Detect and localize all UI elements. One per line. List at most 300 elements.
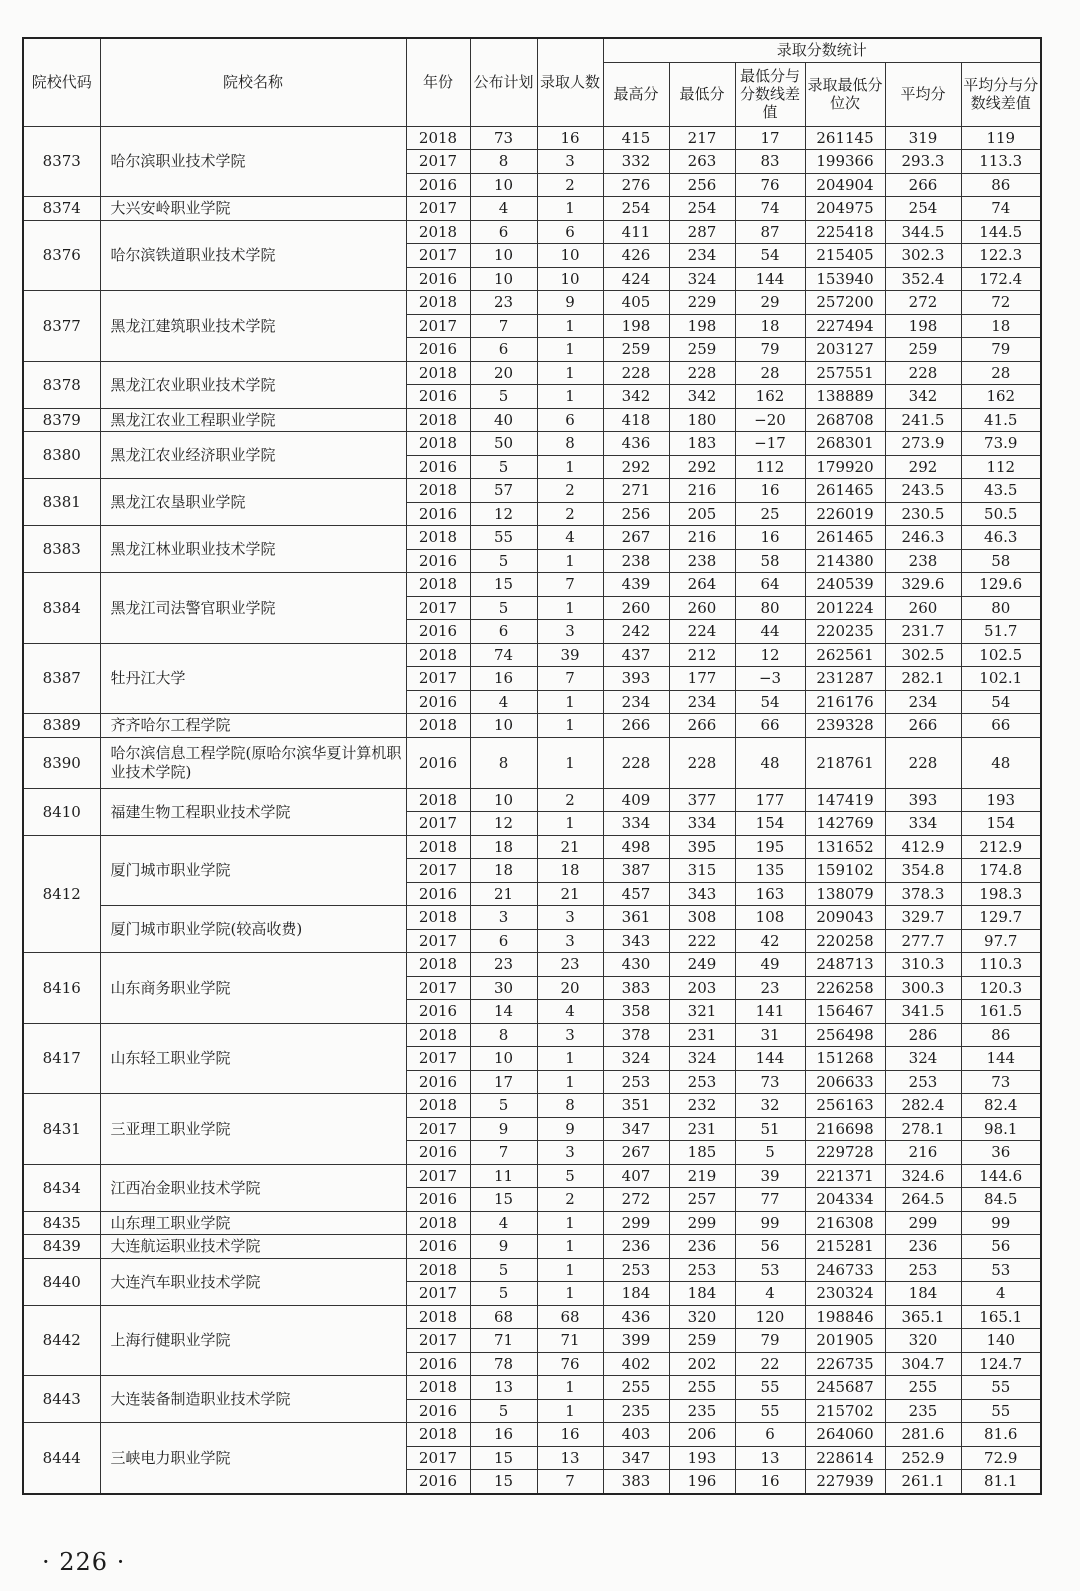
- admitted-cell: 1: [537, 596, 603, 620]
- min-diff-cell: 79: [735, 338, 805, 362]
- avg-score-cell: 255: [885, 1376, 961, 1400]
- avg-score-cell: 282.4: [885, 1094, 961, 1118]
- header-score-group: 录取分数统计: [603, 38, 1041, 62]
- admitted-cell: 1: [537, 314, 603, 338]
- min-rank-cell: 221371: [805, 1164, 885, 1188]
- min-rank-cell: 268301: [805, 432, 885, 456]
- min-rank-cell: 227494: [805, 314, 885, 338]
- avg-diff-cell: 81.6: [961, 1423, 1041, 1447]
- min-rank-cell: 257200: [805, 291, 885, 315]
- max-score-cell: 236: [603, 1235, 669, 1259]
- min-diff-cell: 99: [735, 1211, 805, 1235]
- min-score-cell: 234: [669, 244, 735, 268]
- max-score-cell: 402: [603, 1352, 669, 1376]
- max-score-cell: 418: [603, 408, 669, 432]
- year-cell: 2016: [406, 1235, 470, 1259]
- avg-diff-cell: 84.5: [961, 1188, 1041, 1212]
- min-rank-cell: 256163: [805, 1094, 885, 1118]
- min-rank-cell: 215281: [805, 1235, 885, 1259]
- school-code: 8442: [23, 1305, 100, 1376]
- avg-diff-cell: 81.1: [961, 1470, 1041, 1494]
- year-cell: 2016: [406, 502, 470, 526]
- plan-cell: 5: [470, 596, 537, 620]
- school-code: 8377: [23, 291, 100, 362]
- min-diff-cell: 13: [735, 1446, 805, 1470]
- min-score-cell: 238: [669, 549, 735, 573]
- min-diff-cell: 54: [735, 244, 805, 268]
- admitted-cell: 10: [537, 244, 603, 268]
- year-cell: 2016: [406, 267, 470, 291]
- min-score-cell: 315: [669, 859, 735, 883]
- min-diff-cell: 28: [735, 361, 805, 385]
- admitted-cell: 9: [537, 291, 603, 315]
- avg-score-cell: 252.9: [885, 1446, 961, 1470]
- plan-cell: 30: [470, 976, 537, 1000]
- min-score-cell: 202: [669, 1352, 735, 1376]
- plan-cell: 5: [470, 1399, 537, 1423]
- max-score-cell: 498: [603, 835, 669, 859]
- min-diff-cell: 5: [735, 1141, 805, 1165]
- avg-diff-cell: 72.9: [961, 1446, 1041, 1470]
- max-score-cell: 184: [603, 1282, 669, 1306]
- max-score-cell: 334: [603, 812, 669, 836]
- header-avg: 平均分: [885, 62, 961, 126]
- plan-cell: 8: [470, 1023, 537, 1047]
- avg-diff-cell: 144.5: [961, 220, 1041, 244]
- min-diff-cell: 195: [735, 835, 805, 859]
- avg-score-cell: 304.7: [885, 1352, 961, 1376]
- admitted-cell: 1: [537, 1376, 603, 1400]
- max-score-cell: 383: [603, 1470, 669, 1494]
- min-rank-cell: 198846: [805, 1305, 885, 1329]
- avg-score-cell: 278.1: [885, 1117, 961, 1141]
- plan-cell: 10: [470, 173, 537, 197]
- min-rank-cell: 226735: [805, 1352, 885, 1376]
- min-rank-cell: 138079: [805, 882, 885, 906]
- avg-diff-cell: 112: [961, 455, 1041, 479]
- min-diff-cell: 120: [735, 1305, 805, 1329]
- year-cell: 2016: [406, 620, 470, 644]
- min-score-cell: 219: [669, 1164, 735, 1188]
- admitted-cell: 2: [537, 1188, 603, 1212]
- year-cell: 2018: [406, 1094, 470, 1118]
- plan-cell: 11: [470, 1164, 537, 1188]
- plan-cell: 15: [470, 1470, 537, 1494]
- avg-score-cell: 253: [885, 1070, 961, 1094]
- plan-cell: 3: [470, 906, 537, 930]
- min-rank-cell: 204904: [805, 173, 885, 197]
- school-name: 三亚理工职业学院: [100, 1094, 406, 1165]
- admitted-cell: 2: [537, 502, 603, 526]
- avg-diff-cell: 50.5: [961, 502, 1041, 526]
- admitted-cell: 71: [537, 1329, 603, 1353]
- table-row: [23, 1235, 1041, 1259]
- max-score-cell: 387: [603, 859, 669, 883]
- admitted-cell: 1: [537, 1047, 603, 1071]
- min-score-cell: 292: [669, 455, 735, 479]
- school-code: 8440: [23, 1258, 100, 1305]
- min-rank-cell: 206633: [805, 1070, 885, 1094]
- avg-score-cell: 352.4: [885, 267, 961, 291]
- min-score-cell: 185: [669, 1141, 735, 1165]
- min-score-cell: 196: [669, 1470, 735, 1494]
- year-cell: 2018: [406, 643, 470, 667]
- min-diff-cell: 141: [735, 1000, 805, 1024]
- avg-diff-cell: 212.9: [961, 835, 1041, 859]
- year-cell: 2017: [406, 1164, 470, 1188]
- min-rank-cell: 257551: [805, 361, 885, 385]
- plan-cell: 12: [470, 812, 537, 836]
- school-name: 黑龙江司法警官职业学院: [100, 573, 406, 644]
- year-cell: 2018: [406, 432, 470, 456]
- year-cell: 2016: [406, 1352, 470, 1376]
- avg-score-cell: 228: [885, 361, 961, 385]
- min-diff-cell: 74: [735, 197, 805, 221]
- admitted-cell: 7: [537, 573, 603, 597]
- min-rank-cell: 227939: [805, 1470, 885, 1494]
- min-rank-cell: 231287: [805, 667, 885, 691]
- max-score-cell: 426: [603, 244, 669, 268]
- table-row: [23, 291, 1041, 315]
- avg-score-cell: 246.3: [885, 526, 961, 550]
- min-diff-cell: 25: [735, 502, 805, 526]
- min-score-cell: 193: [669, 1446, 735, 1470]
- school-name: 上海行健职业学院: [100, 1305, 406, 1376]
- header-admitted: 录取人数: [537, 38, 603, 126]
- table-row: [23, 953, 1041, 977]
- avg-diff-cell: 98.1: [961, 1117, 1041, 1141]
- school-name: 哈尔滨职业技术学院: [100, 126, 406, 197]
- year-cell: 2017: [406, 976, 470, 1000]
- admitted-cell: 9: [537, 1117, 603, 1141]
- min-score-cell: 177: [669, 667, 735, 691]
- max-score-cell: 235: [603, 1399, 669, 1423]
- school-code: 8378: [23, 361, 100, 408]
- plan-cell: 15: [470, 1188, 537, 1212]
- min-rank-cell: 225418: [805, 220, 885, 244]
- avg-score-cell: 342: [885, 385, 961, 409]
- year-cell: 2016: [406, 1188, 470, 1212]
- avg-score-cell: 341.5: [885, 1000, 961, 1024]
- avg-diff-cell: 41.5: [961, 408, 1041, 432]
- min-diff-cell: 154: [735, 812, 805, 836]
- avg-score-cell: 320: [885, 1329, 961, 1353]
- min-diff-cell: 54: [735, 690, 805, 714]
- admitted-cell: 7: [537, 667, 603, 691]
- school-name: 牡丹江大学: [100, 643, 406, 714]
- min-score-cell: 334: [669, 812, 735, 836]
- min-score-cell: 224: [669, 620, 735, 644]
- avg-score-cell: 238: [885, 549, 961, 573]
- avg-diff-cell: 79: [961, 338, 1041, 362]
- min-score-cell: 198: [669, 314, 735, 338]
- school-name: 山东商务职业学院: [100, 953, 406, 1024]
- min-diff-cell: 80: [735, 596, 805, 620]
- avg-diff-cell: 124.7: [961, 1352, 1041, 1376]
- school-code: 8390: [23, 737, 100, 788]
- year-cell: 2018: [406, 573, 470, 597]
- table-row: [23, 906, 1041, 930]
- avg-diff-cell: 73.9: [961, 432, 1041, 456]
- school-name: 大兴安岭职业学院: [100, 197, 406, 221]
- admitted-cell: 1: [537, 812, 603, 836]
- max-score-cell: 242: [603, 620, 669, 644]
- max-score-cell: 439: [603, 573, 669, 597]
- max-score-cell: 457: [603, 882, 669, 906]
- admitted-cell: 1: [537, 455, 603, 479]
- admitted-cell: 16: [537, 126, 603, 150]
- school-code: 8412: [23, 835, 100, 953]
- year-cell: 2018: [406, 126, 470, 150]
- min-rank-cell: 226258: [805, 976, 885, 1000]
- avg-score-cell: 184: [885, 1282, 961, 1306]
- min-score-cell: 264: [669, 573, 735, 597]
- plan-cell: 15: [470, 573, 537, 597]
- min-diff-cell: 16: [735, 1470, 805, 1494]
- admitted-cell: 3: [537, 1023, 603, 1047]
- min-rank-cell: 248713: [805, 953, 885, 977]
- min-score-cell: 216: [669, 479, 735, 503]
- min-diff-cell: 58: [735, 549, 805, 573]
- min-score-cell: 232: [669, 1094, 735, 1118]
- year-cell: 2017: [406, 596, 470, 620]
- min-score-cell: 256: [669, 173, 735, 197]
- year-cell: 2017: [406, 1047, 470, 1071]
- avg-diff-cell: 55: [961, 1376, 1041, 1400]
- header-code: 院校代码: [23, 38, 100, 126]
- min-diff-cell: −3: [735, 667, 805, 691]
- plan-cell: 10: [470, 1047, 537, 1071]
- avg-score-cell: 393: [885, 788, 961, 812]
- min-diff-cell: 12: [735, 643, 805, 667]
- avg-score-cell: 344.5: [885, 220, 961, 244]
- avg-diff-cell: 72: [961, 291, 1041, 315]
- plan-cell: 5: [470, 1094, 537, 1118]
- school-code: 8379: [23, 408, 100, 432]
- plan-cell: 23: [470, 291, 537, 315]
- table-row: [23, 1258, 1041, 1282]
- year-cell: 2018: [406, 291, 470, 315]
- avg-diff-cell: 122.3: [961, 244, 1041, 268]
- admitted-cell: 2: [537, 173, 603, 197]
- min-score-cell: 320: [669, 1305, 735, 1329]
- year-cell: 2017: [406, 1117, 470, 1141]
- min-rank-cell: 204334: [805, 1188, 885, 1212]
- min-diff-cell: 87: [735, 220, 805, 244]
- admitted-cell: 1: [537, 197, 603, 221]
- max-score-cell: 324: [603, 1047, 669, 1071]
- max-score-cell: 409: [603, 788, 669, 812]
- avg-score-cell: 293.3: [885, 150, 961, 174]
- max-score-cell: 260: [603, 596, 669, 620]
- min-score-cell: 228: [669, 737, 735, 788]
- table-row: [23, 835, 1041, 859]
- school-name: 黑龙江农业职业技术学院: [100, 361, 406, 408]
- max-score-cell: 234: [603, 690, 669, 714]
- max-score-cell: 407: [603, 1164, 669, 1188]
- avg-diff-cell: 28: [961, 361, 1041, 385]
- admitted-cell: 8: [537, 432, 603, 456]
- avg-score-cell: 329.7: [885, 906, 961, 930]
- avg-diff-cell: 46.3: [961, 526, 1041, 550]
- admitted-cell: 13: [537, 1446, 603, 1470]
- min-rank-cell: 268708: [805, 408, 885, 432]
- min-diff-cell: 31: [735, 1023, 805, 1047]
- min-score-cell: 206: [669, 1423, 735, 1447]
- min-rank-cell: 218761: [805, 737, 885, 788]
- admitted-cell: 1: [537, 1282, 603, 1306]
- min-score-cell: 236: [669, 1235, 735, 1259]
- min-diff-cell: 162: [735, 385, 805, 409]
- avg-diff-cell: 165.1: [961, 1305, 1041, 1329]
- min-diff-cell: 16: [735, 526, 805, 550]
- plan-cell: 8: [470, 150, 537, 174]
- avg-diff-cell: 144.6: [961, 1164, 1041, 1188]
- max-score-cell: 276: [603, 173, 669, 197]
- min-rank-cell: 131652: [805, 835, 885, 859]
- avg-diff-cell: 4: [961, 1282, 1041, 1306]
- min-diff-cell: 53: [735, 1258, 805, 1282]
- min-diff-cell: 49: [735, 953, 805, 977]
- admitted-cell: 6: [537, 408, 603, 432]
- min-score-cell: 234: [669, 690, 735, 714]
- max-score-cell: 238: [603, 549, 669, 573]
- school-name: 大连汽车职业技术学院: [100, 1258, 406, 1305]
- min-rank-cell: 142769: [805, 812, 885, 836]
- plan-cell: 18: [470, 859, 537, 883]
- school-name: 黑龙江农业工程职业学院: [100, 408, 406, 432]
- year-cell: 2018: [406, 953, 470, 977]
- max-score-cell: 272: [603, 1188, 669, 1212]
- min-score-cell: 235: [669, 1399, 735, 1423]
- avg-diff-cell: 162: [961, 385, 1041, 409]
- avg-diff-cell: 129.6: [961, 573, 1041, 597]
- max-score-cell: 253: [603, 1258, 669, 1282]
- avg-diff-cell: 193: [961, 788, 1041, 812]
- year-cell: 2017: [406, 314, 470, 338]
- year-cell: 2018: [406, 361, 470, 385]
- avg-score-cell: 259: [885, 338, 961, 362]
- school-name: 山东轻工职业学院: [100, 1023, 406, 1094]
- min-score-cell: 299: [669, 1211, 735, 1235]
- avg-diff-cell: 102.1: [961, 667, 1041, 691]
- avg-score-cell: 299: [885, 1211, 961, 1235]
- avg-diff-cell: 119: [961, 126, 1041, 150]
- max-score-cell: 271: [603, 479, 669, 503]
- avg-score-cell: 235: [885, 1399, 961, 1423]
- year-cell: 2016: [406, 173, 470, 197]
- avg-score-cell: 254: [885, 197, 961, 221]
- plan-cell: 4: [470, 690, 537, 714]
- school-code: 8431: [23, 1094, 100, 1165]
- avg-diff-cell: 74: [961, 197, 1041, 221]
- avg-diff-cell: 55: [961, 1399, 1041, 1423]
- admitted-cell: 3: [537, 620, 603, 644]
- min-rank-cell: 230324: [805, 1282, 885, 1306]
- min-diff-cell: 44: [735, 620, 805, 644]
- plan-cell: 74: [470, 643, 537, 667]
- avg-diff-cell: 58: [961, 549, 1041, 573]
- avg-score-cell: 302.3: [885, 244, 961, 268]
- min-diff-cell: 48: [735, 737, 805, 788]
- avg-score-cell: 365.1: [885, 1305, 961, 1329]
- max-score-cell: 393: [603, 667, 669, 691]
- min-rank-cell: 228614: [805, 1446, 885, 1470]
- school-name: 江西冶金职业技术学院: [100, 1164, 406, 1211]
- school-name: 哈尔滨铁道职业技术学院: [100, 220, 406, 291]
- table-row: [23, 1305, 1041, 1329]
- year-cell: 2017: [406, 859, 470, 883]
- table-header: [23, 38, 1041, 126]
- avg-diff-cell: 144: [961, 1047, 1041, 1071]
- min-rank-cell: 147419: [805, 788, 885, 812]
- school-code: 8444: [23, 1423, 100, 1494]
- min-score-cell: 228: [669, 361, 735, 385]
- min-diff-cell: 55: [735, 1376, 805, 1400]
- year-cell: 2018: [406, 906, 470, 930]
- avg-score-cell: 260: [885, 596, 961, 620]
- min-rank-cell: 216308: [805, 1211, 885, 1235]
- avg-diff-cell: 102.5: [961, 643, 1041, 667]
- year-cell: 2016: [406, 690, 470, 714]
- table-row: [23, 1376, 1041, 1400]
- year-cell: 2016: [406, 882, 470, 906]
- table-row: [23, 573, 1041, 597]
- school-name: 黑龙江林业职业技术学院: [100, 526, 406, 573]
- year-cell: 2018: [406, 788, 470, 812]
- max-score-cell: 378: [603, 1023, 669, 1047]
- min-score-cell: 231: [669, 1023, 735, 1047]
- year-cell: 2016: [406, 1000, 470, 1024]
- min-diff-cell: 79: [735, 1329, 805, 1353]
- avg-score-cell: 266: [885, 714, 961, 738]
- max-score-cell: 430: [603, 953, 669, 977]
- avg-diff-cell: 73: [961, 1070, 1041, 1094]
- min-rank-cell: 220258: [805, 929, 885, 953]
- school-code: 8439: [23, 1235, 100, 1259]
- admitted-cell: 1: [537, 1211, 603, 1235]
- min-diff-cell: 17: [735, 126, 805, 150]
- min-diff-cell: 18: [735, 314, 805, 338]
- admitted-cell: 10: [537, 267, 603, 291]
- table-row: [23, 788, 1041, 812]
- max-score-cell: 403: [603, 1423, 669, 1447]
- admitted-cell: 76: [537, 1352, 603, 1376]
- header-avg-diff: 平均分与分数线差值: [961, 62, 1041, 126]
- max-score-cell: 358: [603, 1000, 669, 1024]
- min-rank-cell: 246733: [805, 1258, 885, 1282]
- min-diff-cell: 23: [735, 976, 805, 1000]
- min-diff-cell: 55: [735, 1399, 805, 1423]
- admitted-cell: 1: [537, 549, 603, 573]
- min-score-cell: 324: [669, 267, 735, 291]
- plan-cell: 6: [470, 220, 537, 244]
- school-code: 8376: [23, 220, 100, 291]
- school-code: 8443: [23, 1376, 100, 1423]
- year-cell: 2018: [406, 1211, 470, 1235]
- plan-cell: 16: [470, 667, 537, 691]
- min-score-cell: 259: [669, 338, 735, 362]
- plan-cell: 40: [470, 408, 537, 432]
- max-score-cell: 415: [603, 126, 669, 150]
- min-rank-cell: 156467: [805, 1000, 885, 1024]
- min-diff-cell: 135: [735, 859, 805, 883]
- max-score-cell: 342: [603, 385, 669, 409]
- avg-diff-cell: 51.7: [961, 620, 1041, 644]
- min-diff-cell: 16: [735, 479, 805, 503]
- school-name: 厦门城市职业学院: [100, 835, 406, 906]
- min-rank-cell: 201905: [805, 1329, 885, 1353]
